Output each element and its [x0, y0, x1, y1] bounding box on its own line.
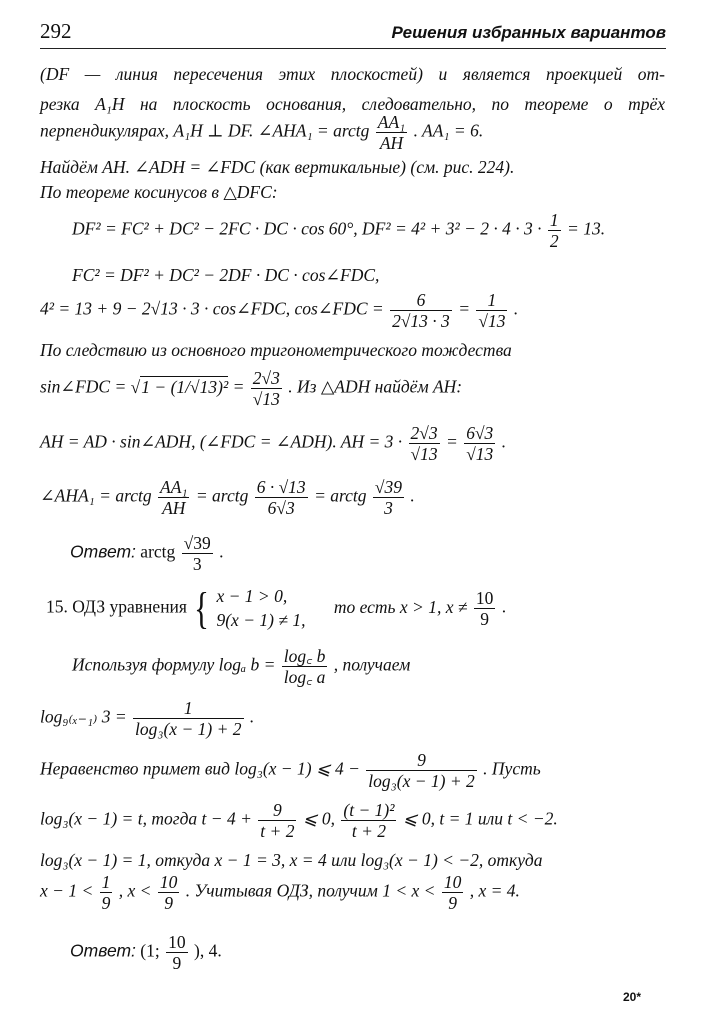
answer-line — [70, 533, 660, 574]
numerator: 10 — [443, 872, 462, 892]
text-line: Найдём AH. ∠ADH = ∠FDC (как вертикальные) (см. рис. 224). — [40, 157, 515, 177]
text-segment: = arctg — [195, 485, 249, 506]
text-segment: ∠AHA₁ = arctg — [40, 485, 152, 506]
text-segment: log₉₍ₓ₋₁₎ 3 = — [40, 706, 127, 727]
text-segment: log₃(x − 1) = t, тогда t − 4 + — [40, 808, 252, 829]
text-segment: то есть x > 1, x ≠ — [333, 596, 468, 617]
text-segment: . — [501, 596, 507, 617]
numerator: 6 — [390, 290, 452, 311]
text-line: log₃(x − 1) = 1, откуда x − 1 = 3, x = 4 или log₃(x − 1) < −2, откуда — [40, 850, 543, 870]
fraction — [166, 932, 188, 973]
text-segment: = arctg — [314, 485, 367, 506]
fraction — [390, 290, 452, 331]
numerator: AA₁ — [160, 477, 188, 497]
formula-line — [40, 368, 665, 409]
text-segment: sin∠FDC = — [40, 376, 127, 397]
denominator: 9 — [164, 893, 173, 914]
numerator: √39 — [374, 477, 403, 497]
sqrt-expression: √1 − (1/√13)² — [130, 376, 229, 397]
problem-15-line — [46, 585, 661, 632]
denominator: 9 — [448, 893, 457, 914]
denominator: log₃(x − 1) + 2 — [135, 719, 242, 740]
fraction — [548, 210, 561, 251]
numerator: 10 — [475, 588, 494, 608]
numerator: 9 — [258, 800, 296, 821]
text-segment: (1; — [140, 940, 160, 961]
text-line: (DF — линия пересечения этих плоскостей) и является проекцией от- — [40, 64, 665, 84]
denominator: √13 — [252, 389, 280, 410]
text-segment: , x = 4. — [469, 880, 520, 901]
system-row: x − 1 > 0, — [216, 586, 288, 606]
text-segment: ), 4. — [194, 940, 222, 961]
formula-line — [40, 698, 665, 739]
text-segment: . Учитывая ОДЗ, получим 1 < x < — [185, 880, 436, 901]
numerator: 2√3 — [252, 368, 280, 388]
numerator: (t − 1)² — [343, 800, 395, 820]
fraction — [258, 800, 296, 841]
fraction — [464, 423, 495, 464]
system-row: 9(x − 1) ≠ 1, — [216, 609, 306, 630]
numerator: 10 — [159, 872, 178, 892]
numerator: √39 — [183, 533, 211, 553]
fraction — [182, 533, 213, 574]
denominator: 9 — [101, 893, 111, 914]
text-segment: Используя формулу logₐ b = — [72, 654, 276, 675]
answer-line — [70, 932, 660, 973]
text-segment: 4² = 13 + 9 − 2√13 · 3 · cos∠FDC, cos∠FDC = — [40, 298, 384, 319]
denominator: log꜀ a — [283, 667, 326, 688]
fraction — [366, 750, 477, 791]
text-segment: . — [513, 298, 519, 319]
inequality-system — [216, 585, 305, 632]
text-segment: Неравенство примет вид log₃(x − 1) ⩽ 4 − — [40, 758, 360, 779]
text-segment: AH = AD · sin∠ADH, (∠FDC = ∠ADH). AH = 3 · — [40, 431, 403, 452]
text-line: резка A₁H на плоскость основания, следовательно, по теореме о трёх — [40, 94, 665, 114]
text-segment: = — [232, 376, 245, 397]
formula-line — [40, 800, 665, 841]
text-segment: = 13. — [567, 218, 606, 239]
formula-line — [72, 646, 662, 687]
text-segment: . — [501, 431, 507, 452]
answer-label: Ответ: — [70, 541, 136, 562]
denominator: √13 — [410, 444, 438, 465]
page-header — [40, 14, 666, 49]
numerator: 6√3 — [466, 423, 494, 443]
denominator: AH — [379, 133, 404, 154]
numerator: 1 — [133, 698, 244, 719]
text-segment: = — [458, 298, 470, 319]
fraction — [476, 290, 507, 331]
denominator: √13 — [478, 311, 506, 332]
text-segment: 15. ОДЗ уравнения — [46, 596, 187, 617]
text-segment: . — [249, 706, 255, 727]
system-brace: { — [194, 583, 210, 633]
numerator: AA₁ — [377, 112, 406, 132]
fraction — [409, 423, 440, 464]
text-segment: . Пусть — [483, 758, 541, 779]
fraction — [341, 800, 396, 841]
fraction — [100, 872, 113, 913]
answer-label: Ответ: — [70, 940, 136, 961]
fraction — [255, 477, 308, 518]
denominator: 3 — [192, 554, 202, 575]
formula-line — [40, 423, 665, 464]
fraction — [133, 698, 244, 739]
fraction — [376, 112, 407, 153]
text-segment: . Из △ADH найдём AH: — [288, 376, 463, 397]
numerator: 1 — [549, 210, 559, 230]
denominator: t + 2 — [351, 821, 386, 842]
fraction — [373, 477, 404, 518]
text-line: По следствию из основного тригонометрического тождества — [40, 340, 512, 360]
signature-mark: 20* — [622, 990, 641, 1004]
text-segment: , x < — [118, 880, 152, 901]
fraction — [158, 477, 189, 518]
numerator: 6 · √13 — [256, 477, 306, 497]
denominator: 9 — [172, 953, 182, 974]
numerator: log꜀ b — [283, 646, 326, 666]
text-segment: arctg — [140, 541, 176, 562]
text-segment: x − 1 < — [40, 880, 94, 901]
numerator: 1 — [476, 290, 507, 311]
denominator: √13 — [466, 444, 494, 465]
text-segment: . — [410, 485, 415, 506]
formula-line — [40, 477, 665, 518]
formula-line — [40, 290, 665, 331]
numerator: 10 — [168, 932, 186, 952]
text-segment: перпендикулярах, A₁H ⊥ DF. ∠AHA₁ = arctg — [40, 120, 370, 141]
numerator: 1 — [101, 872, 111, 892]
denominator: 2 — [549, 231, 559, 252]
page-number: 292 — [40, 19, 72, 43]
denominator: 6√3 — [267, 498, 295, 519]
text-segment: ⩽ 0, — [302, 808, 335, 829]
text-line: По теореме косинусов в △DFC: — [40, 182, 278, 202]
fraction — [158, 872, 180, 913]
text-segment: DF² = FC² + DC² − 2FC · DC · cos 60°, DF² = 4² + 3² − 2 · 4 · 3 · — [72, 218, 542, 239]
denominator: 3 — [384, 498, 393, 519]
formula-line — [40, 112, 665, 153]
text-segment: . — [219, 541, 224, 562]
formula-line — [40, 750, 665, 791]
denominator: t + 2 — [260, 821, 295, 842]
text-segment: , получаем — [333, 654, 411, 675]
numerator: 2√3 — [410, 423, 438, 443]
denominator: 9 — [480, 609, 489, 630]
formula-line — [72, 210, 662, 251]
fraction — [282, 646, 328, 687]
fraction — [474, 588, 496, 629]
running-title: Решения избранных вариантов — [391, 23, 666, 42]
denominator: 2√13 · 3 — [392, 311, 450, 332]
fraction — [251, 368, 282, 409]
text-segment: ⩽ 0, t = 1 или t < −2. — [402, 808, 558, 829]
formula-line — [40, 872, 665, 913]
numerator: 9 — [366, 750, 477, 771]
formula-line: FC² = DF² + DC² − 2DF · DC · cos∠FDC, — [72, 265, 380, 285]
text-segment: . AA₁ = 6. — [413, 120, 484, 141]
denominator: AH — [162, 498, 186, 519]
denominator: log₃(x − 1) + 2 — [368, 771, 475, 792]
radicand: 1 − (1/√13)² — [141, 376, 229, 397]
fraction — [442, 872, 464, 913]
text-segment: = — [446, 431, 458, 452]
